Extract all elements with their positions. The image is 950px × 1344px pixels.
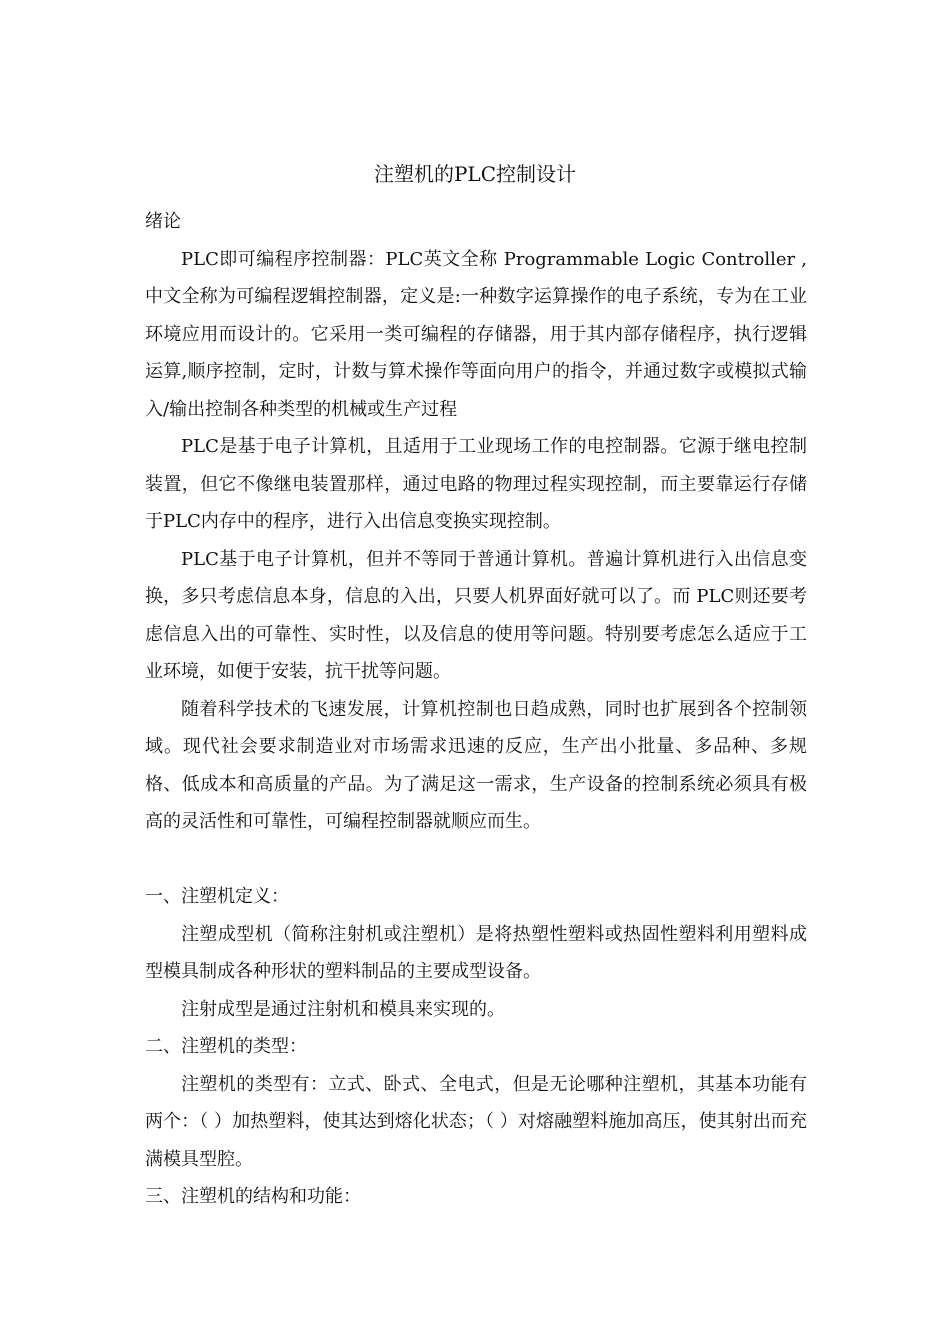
section1-paragraph: 注塑成型机（简称注射机或注塑机）是将热塑性塑料或热固性塑料利用塑料成型模具制成各种形状的塑料制品的主要成型设备。 [145,923,807,982]
intro-paragraph: PLC是基于电子计算机，且适用于工业现场工作的电控制器。它源于继电控制装置，但它不像继电装置那样，通过电路的物理过程实现控制，而主要靠运行存储于PLC内存中的程序，进行入出信息变换实现控制。 [145,436,807,532]
intro-paragraph: PLC即可编程序控制器：PLC英文全称 Programmable Logic Controller , 中文全称为可编程逻辑控制器，定义是:一种数字运算操作的电子系统，专为在工业环境应用而设计的。它采用一类可编程的存储器，用于其内部存储程序，执行逻辑运算,顺序控制，定时，计数与算术操作等面向用户的指令，并通过数字或模拟式输入/输出控制各种类型的机械或生产过程 [145,248,807,420]
section3-heading: 三、注塑机的结构和功能： [145,1186,361,1207]
section1-heading: 一、注塑机定义： [145,886,289,907]
section2-heading: 二、注塑机的类型： [145,1036,307,1057]
intro-paragraph: PLC基于电子计算机，但并不等同于普通计算机。普遍计算机进行入出信息变换，多只考虑信息本身，信息的入出，只要人机界面好就可以了。而 PLC则还要考虑信息入出的可靠性、实时性，以及信息的使用等问题。特别要考虑怎么适应于工业环境，如便于安装，抗干扰等问题。 [145,548,807,682]
document-body [145,203,807,1216]
section1-paragraph: 注射成型是通过注射机和模具来实现的。 [181,998,505,1020]
section-spacer [145,841,807,879]
intro-paragraph: 随着科学技术的飞速发展，计算机控制也日趋成熟，同时也扩展到各个控制领域。现代社会要求制造业对市场需求迅速的反应，生产出小批量、多品种、多规格、低成本和高质量的产品。为了满足这一需求，生产设备的控制系统必须具有极高的灵活性和可靠性，可编程控制器就顺应而生。 [145,698,807,832]
document-title: 注塑机的PLC控制设计 [373,162,577,186]
intro-heading: 绪论 [145,211,181,232]
section2-paragraph: 注塑机的类型有：立式、卧式、全电式，但是无论哪种注塑机，其基本功能有两个：（ ）加热塑料，使其达到熔化状态；（ ）对熔融塑料施加高压，使其射出而充满模具型腔。 [145,1073,807,1170]
